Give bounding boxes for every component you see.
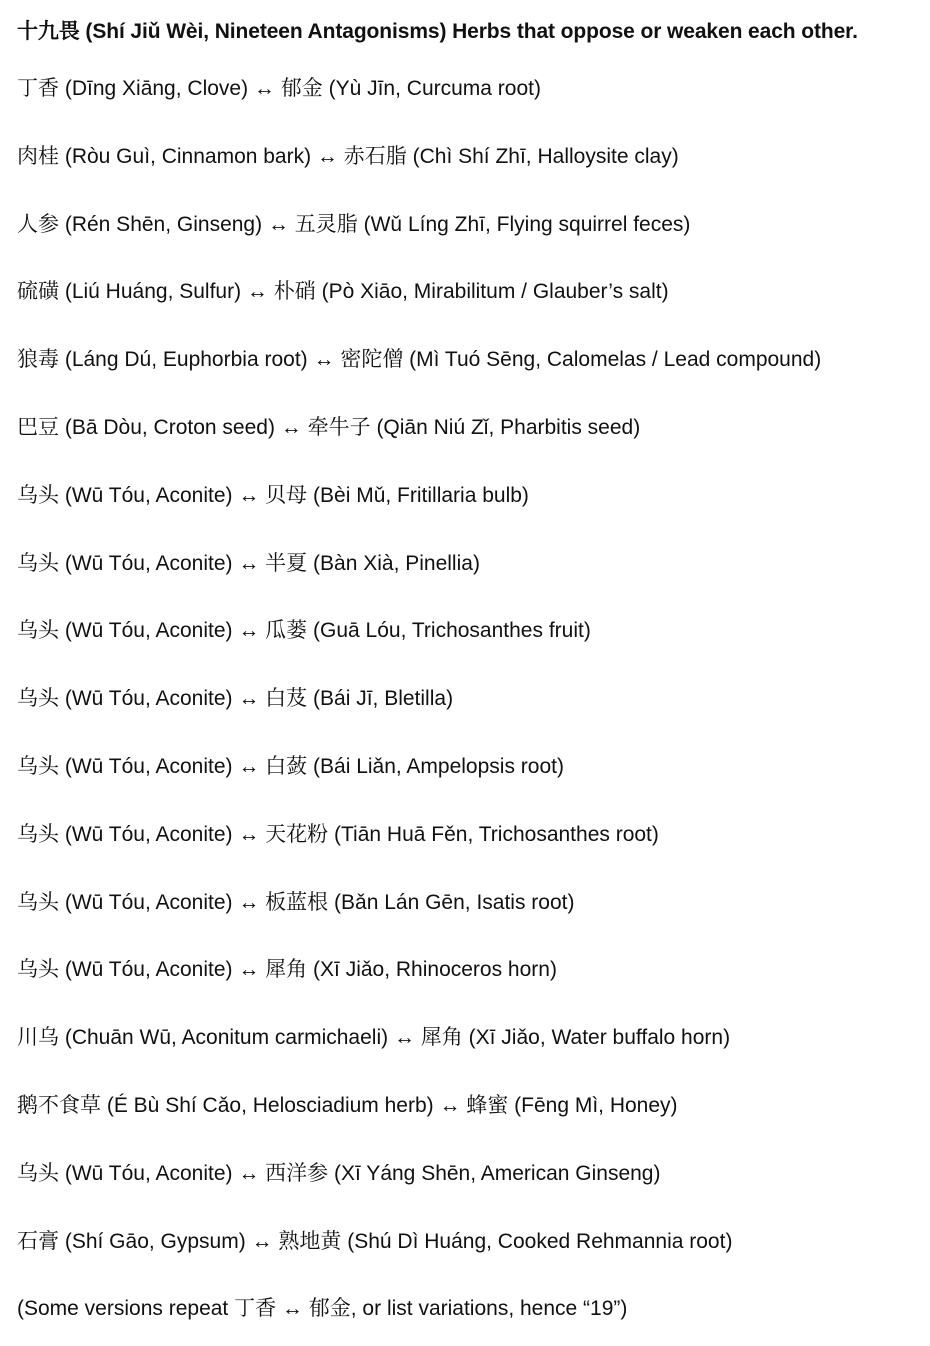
pair-item: 乌头 (Wū Tóu, Aconite) ↔ 犀角 (Xī Jiǎo, Rhinoceros horn) [17, 958, 557, 982]
pair-item: 乌头 (Wū Tóu, Aconite) ↔ 瓜蒌 (Guā Lóu, Trichosanthes fruit) [17, 619, 591, 643]
pair-item: 石膏 (Shí Gāo, Gypsum) ↔ 熟地黄 (Shú Dì Huáng, Cooked Rehmannia root) [17, 1229, 733, 1253]
pair-item: 川乌 (Chuān Wū, Aconitum carmichaeli) ↔ 犀角 (Xī Jiǎo, Water buffalo horn) [17, 1026, 731, 1050]
pair-item: 狼毒 (Láng Dú, Euphorbia root) ↔ 密陀僧 (Mì Tuó Sēng, Calomelas / Lead compound) [17, 348, 822, 372]
pair-item: 乌头 (Wū Tóu, Aconite) ↔ 板蓝根 (Bǎn Lán Gēn, Isatis root) [17, 890, 575, 914]
pair-item: 乌头 (Wū Tóu, Aconite) ↔ 半夏 (Bàn Xià, Pinellia) [17, 551, 480, 575]
antagonism-pair-list [17, 75, 821, 1295]
pair-item: 乌头 (Wū Tóu, Aconite) ↔ 天花粉 (Tiān Huā Fěn, Trichosanthes root) [17, 822, 659, 846]
pair-item: 乌头 (Wū Tóu, Aconite) ↔ 白蔹 (Bái Liǎn, Ampelopsis root) [17, 754, 564, 778]
pair-item: 丁香 (Dīng Xiāng, Clove) ↔ 郁金 (Yù Jīn, Curcuma root) [17, 77, 541, 100]
document-title: 十九畏 (Shí Jiǔ Wèi, Nineteen Antagonisms) Herbs that oppose or weaken each other. [17, 20, 858, 43]
pair-item: 鹅不食草 (É Bù Shí Cǎo, Helosciadium herb) ↔ 蜂蜜 (Fēng Mì, Honey) [17, 1093, 678, 1117]
pair-item: 肉桂 (Ròu Guì, Cinnamon bark) ↔ 赤石脂 (Chì Shí Zhī, Halloysite clay) [17, 144, 679, 168]
pair-item: 乌头 (Wū Tóu, Aconite) ↔ 西洋参 (Xī Yáng Shēn, American Ginseng) [17, 1161, 661, 1185]
footnote: (Some versions repeat 丁香 ↔ 郁金, or list variations, hence “19”) [17, 1297, 628, 1320]
pair-item: 乌头 (Wū Tóu, Aconite) ↔ 白芨 (Bái Jī, Bletilla) [17, 687, 454, 711]
pair-item: 巴豆 (Bā Dòu, Croton seed) ↔ 牵牛子 (Qiān Niú Zǐ, Pharbitis seed) [17, 415, 641, 439]
pair-item: 硫磺 (Liú Huáng, Sulfur) ↔ 朴硝 (Pò Xiāo, Mirabilitum / Glauber’s salt) [17, 280, 669, 304]
pair-item: 人参 (Rén Shēn, Ginseng) ↔ 五灵脂 (Wǔ Líng Zhī, Flying squirrel feces) [17, 212, 691, 236]
pair-item: 乌头 (Wū Tóu, Aconite) ↔ 贝母 (Bèi Mǔ, Fritillaria bulb) [17, 483, 529, 507]
